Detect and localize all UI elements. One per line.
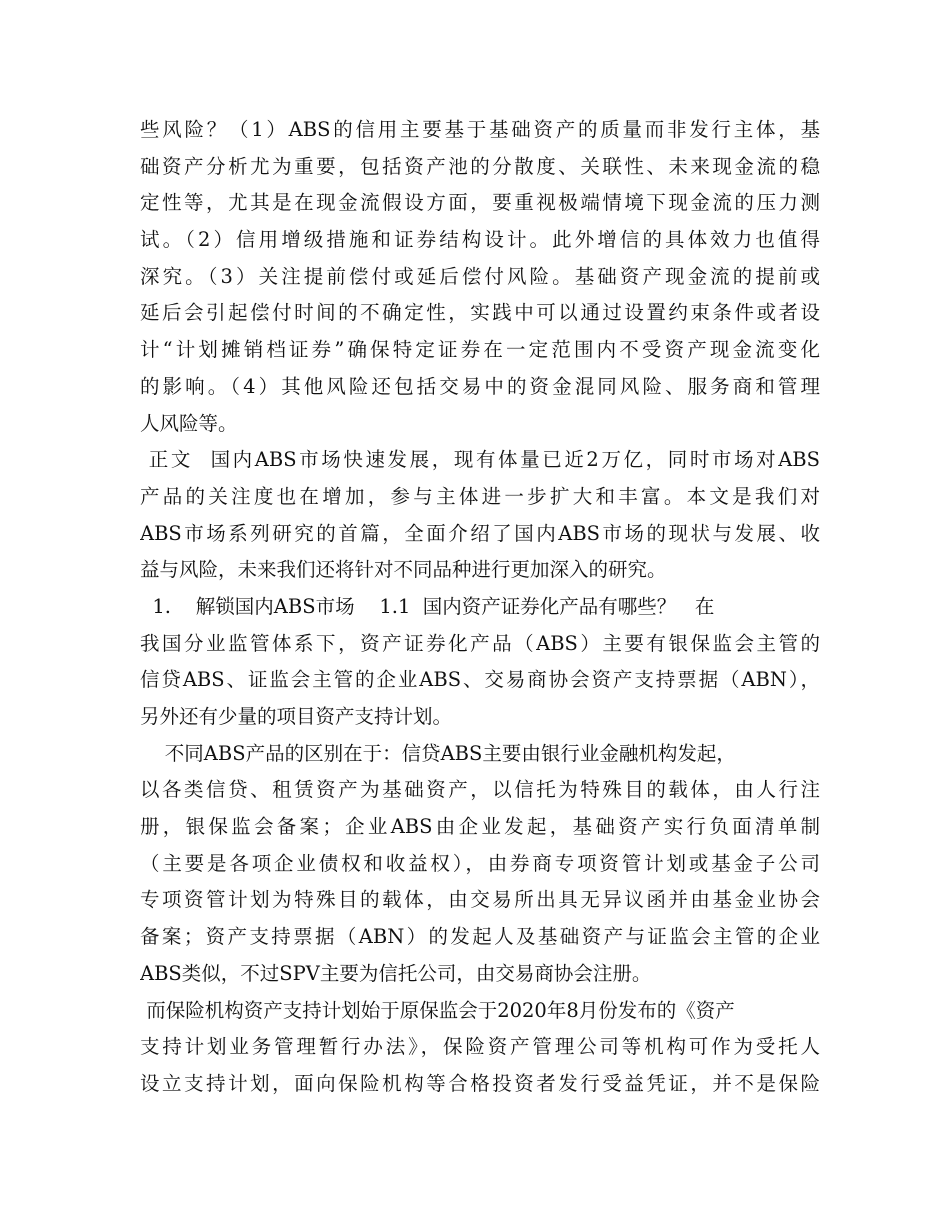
text-line-6: 延后会引起偿付时间的不确定性，实践中可以通过设置约束条件或者设 <box>140 301 820 325</box>
text-line-8: 的影响。（4）其他风险还包括交易中的资金混同风险、服务商和管理 <box>140 374 820 398</box>
text-line-23: 备案；资产支持票据（ABN）的发起人及基础资产与证监会主管的企业 <box>140 925 820 949</box>
text-line-9: 人风险等。 <box>140 411 238 435</box>
text-line-10: 正文 国内ABS市场快速发展，现有体量已近2万亿，同时市场对ABS <box>140 448 820 472</box>
text-line-2: 础资产分析尤为重要，包括资产池的分散度、关联性、未来现金流的稳 <box>140 154 820 178</box>
text-line-18: 不同ABS产品的区别在于：信贷ABS主要由银行业金融机构发起， <box>140 741 736 765</box>
text-line-3: 定性等，尤其是在现金流假设方面，要重视极端情境下现金流的压力测 <box>140 191 820 215</box>
text-line-25: 而保险机构资产支持计划始于原保监会于2020年8月份发布的《资产 <box>140 998 735 1022</box>
text-line-16: 信贷ABS、证监会主管的企业ABS、交易商协会资产支持票据（ABN）， <box>140 668 820 692</box>
text-line-24: ABS类似，不过SPV主要为信托公司，由交易商协会注册。 <box>140 961 652 985</box>
text-line-14: 1. 解锁国内ABS市场 1.1 国内资产证券化产品有哪些？ 在 <box>140 594 715 618</box>
text-line-21: （主要是各项企业债权和收益权），由券商专项资管计划或基金子公司 <box>140 851 820 875</box>
text-line-4: 试。（2）信用增级措施和证券结构设计。此外增信的具体效力也值得 <box>140 228 820 252</box>
text-line-1: 些风险？（1）ABS的信用主要基于基础资产的质量而非发行主体，基 <box>140 118 820 141</box>
text-line-27: 设立支持计划，面向保险机构等合格投资者发行受益凭证，并不是保险 <box>140 1071 820 1095</box>
text-line-5: 深究。（3）关注提前偿付或延后偿付风险。基础资产现金流的提前或 <box>140 264 820 288</box>
document-body <box>140 112 820 1103</box>
text-line-17: 另外还有少量的项目资产支持计划。 <box>140 705 453 728</box>
text-line-11: 产品的关注度也在增加，参与主体进一步扩大和丰富。本文是我们对 <box>140 484 820 508</box>
text-line-22: 专项资管计划为特殊目的载体，由交易所出具无异议函并由基金业协会 <box>140 888 820 912</box>
text-line-26: 支持计划业务管理暂行办法》，保险资产管理公司等机构可作为受托人 <box>140 1035 820 1059</box>
text-line-12: ABS市场系列研究的首篇，全面介绍了国内ABS市场的现状与发展、收 <box>140 521 820 545</box>
text-line-15: 我国分业监管体系下，资产证券化产品（ABS）主要有银保监会主管的 <box>140 631 820 655</box>
text-line-13: 益与风险，未来我们还将针对不同品种进行更加深入的研究。 <box>140 558 667 582</box>
text-line-19: 以各类信贷、租赁资产为基础资产，以信托为特殊目的载体，由人行注 <box>140 778 820 802</box>
text-line-20: 册，银保监会备案；企业ABS由企业发起，基础资产实行负面清单制 <box>140 815 820 839</box>
text-line-7: 计“计划摊销档证券”确保特定证券在一定范围内不受资产现金流变化 <box>140 338 820 362</box>
